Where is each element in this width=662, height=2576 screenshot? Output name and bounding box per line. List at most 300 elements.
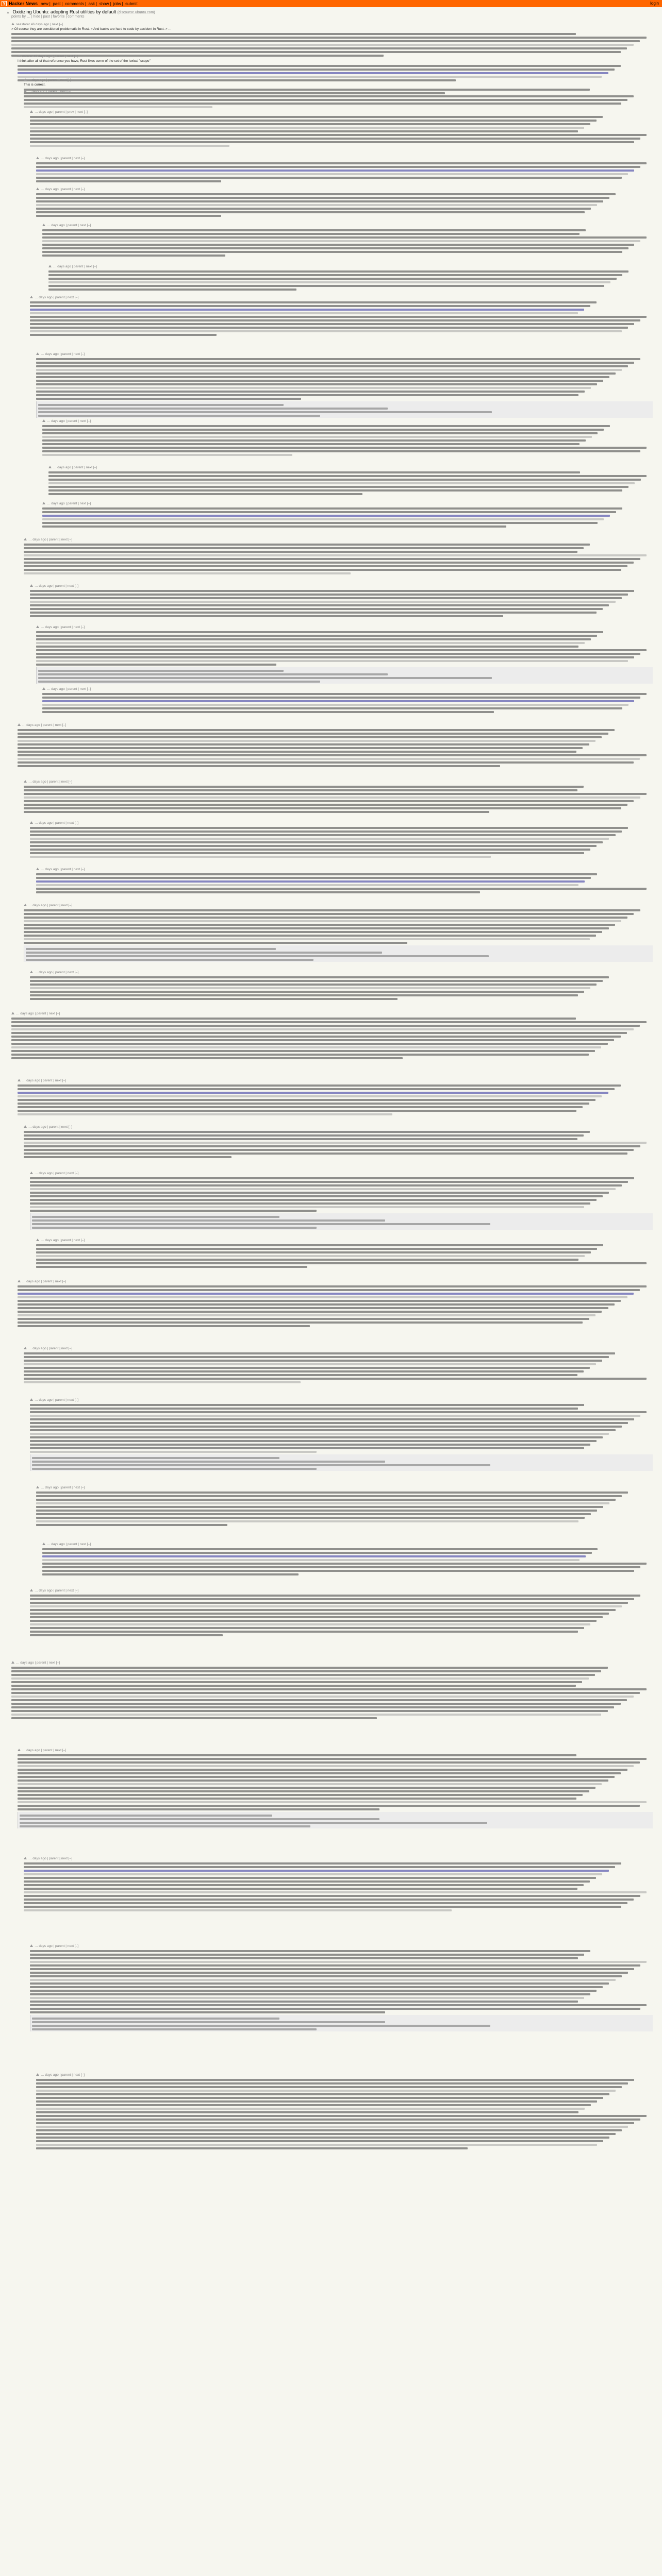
text-line [24, 1870, 609, 1872]
text-line [42, 432, 598, 434]
text-line [36, 2122, 634, 2124]
text-line [36, 1251, 591, 1253]
upvote-icon[interactable] [24, 904, 27, 906]
comment-meta[interactable] [36, 157, 653, 161]
comment [30, 110, 653, 147]
comment [24, 1125, 653, 1158]
upvote-icon[interactable] [36, 2073, 39, 2076]
login-link[interactable]: login [650, 1, 659, 6]
text-line [42, 707, 622, 709]
text-line [30, 2001, 578, 2003]
comment-body [11, 1667, 653, 1719]
comment-meta[interactable] [18, 1079, 653, 1083]
text-line [11, 1021, 647, 1023]
comment-meta[interactable] [24, 1347, 653, 1351]
comment-meta[interactable] [36, 1239, 653, 1243]
upvote-icon[interactable] [42, 419, 45, 422]
text-line [42, 1563, 647, 1565]
upvote-icon[interactable] [30, 1398, 33, 1401]
text-line [18, 1761, 640, 1764]
text-line [36, 2108, 585, 2110]
text-line [30, 1444, 590, 1446]
text-line [36, 2129, 622, 2131]
y-logo-icon[interactable]: Y [2, 1, 7, 6]
comment-body [30, 116, 653, 147]
upvote-icon[interactable] [30, 1172, 33, 1174]
upvote-icon[interactable] [18, 1749, 21, 1751]
text-line [30, 852, 584, 854]
text-line [30, 138, 640, 140]
comment-body [48, 471, 653, 495]
text-line [42, 522, 598, 524]
comment-text: > Of course they are considered problematic in Rust. > And backs are hard to code by accident in Rust. > … [11, 27, 172, 31]
text-line [36, 2097, 603, 2099]
code-line [32, 1216, 279, 1218]
text-line [42, 429, 604, 431]
text-line [30, 1195, 603, 1197]
comment-meta[interactable] [30, 1944, 653, 1948]
comment-body [36, 2079, 653, 2149]
text-line [30, 1199, 597, 1201]
comment-author-line[interactable]: … days ago | parent | next [–] [35, 821, 79, 825]
text-line [42, 1573, 299, 1575]
text-line [30, 1433, 609, 1435]
comment-author-line[interactable]: … days ago | parent | next [–] [47, 419, 91, 423]
text-line [30, 1950, 590, 1952]
text-line [18, 1099, 595, 1101]
text-line [36, 173, 628, 175]
upvote-icon[interactable] [24, 1125, 27, 1128]
text-line [42, 251, 622, 253]
comment-meta[interactable] [36, 1486, 653, 1490]
comment-meta[interactable] [18, 55, 653, 59]
text-line [18, 1801, 647, 1803]
text-line [11, 1717, 377, 1719]
comment-author-line[interactable]: … days ago | parent | next [–] [41, 352, 85, 356]
comment-meta[interactable] [42, 224, 653, 228]
text-line [24, 99, 627, 101]
upvote-icon[interactable] [30, 821, 33, 824]
comment-meta[interactable] [48, 466, 653, 470]
comment-author-line[interactable]: … days ago | parent | next [–] [41, 2073, 85, 2077]
text-line [30, 827, 628, 829]
comment-author-line[interactable]: … days ago | parent | next [–] [16, 1012, 60, 1015]
text-line [24, 924, 615, 926]
text-line [42, 693, 647, 695]
comment [24, 90, 653, 108]
comment-author-line[interactable]: … days ago | parent | next [–] [22, 1749, 67, 1752]
text-line [36, 372, 616, 375]
comment [42, 224, 653, 257]
upvote-icon[interactable] [36, 1239, 39, 1241]
code-line [38, 670, 284, 672]
nav-ask[interactable]: ask [88, 2, 95, 6]
nav-jobs[interactable]: jobs [113, 2, 121, 6]
text-line [30, 1404, 584, 1406]
comment [24, 904, 653, 962]
text-line [48, 281, 610, 283]
comment-author-line[interactable]: … days ago | parent | next [–] [28, 1857, 73, 1860]
comment-meta[interactable] [30, 1589, 653, 1593]
text-line [11, 1036, 621, 1038]
upvote-icon[interactable] [30, 971, 33, 973]
text-line [36, 873, 597, 875]
text-line [24, 1895, 640, 1897]
comment-meta[interactable] [36, 352, 653, 357]
comment-author-line[interactable]: …days ago | parent | next [–] [28, 78, 72, 82]
upvote-icon[interactable] [24, 780, 27, 783]
comment-author-line[interactable]: … days ago | parent | next [–] [35, 584, 79, 588]
text-line [11, 1018, 576, 1020]
story-title-row [6, 9, 656, 14]
code-block [24, 945, 653, 962]
text-line [42, 1570, 634, 1572]
text-line [30, 1627, 584, 1629]
comment-meta[interactable] [24, 1857, 653, 1861]
nav-new[interactable]: new [41, 2, 48, 6]
comment-body [36, 193, 653, 217]
text-line [18, 754, 647, 756]
comment-meta[interactable] [24, 538, 653, 542]
text-line [18, 1798, 576, 1800]
text-line [11, 47, 627, 49]
text-line [30, 2008, 640, 2010]
comment-meta[interactable] [36, 2073, 653, 2077]
text-line [11, 1039, 614, 1041]
comment-meta[interactable] [18, 723, 653, 727]
nav-show[interactable]: show [99, 2, 109, 6]
text-line [11, 1692, 640, 1694]
comment-author-line[interactable]: … days ago | parent | next [–] [22, 1079, 67, 1082]
text-line [30, 301, 597, 303]
text-line [30, 1408, 578, 1410]
comment-meta[interactable] [36, 868, 653, 872]
code-block [30, 2015, 653, 2031]
comment-author-line[interactable]: … days ago | parent | next [–] [47, 502, 91, 505]
text-line [48, 289, 296, 291]
text-line [30, 1181, 628, 1183]
text-line [24, 917, 627, 919]
text-line [18, 1110, 576, 1112]
nav-comments[interactable]: comments [65, 2, 84, 6]
comment [36, 188, 653, 217]
comment-body [36, 631, 653, 684]
text-line [18, 1289, 640, 1291]
comment-body [30, 301, 653, 336]
code-line [38, 677, 492, 679]
text-line [36, 394, 578, 396]
text-line [36, 208, 591, 210]
code-line [20, 1822, 487, 1824]
comment [36, 157, 653, 182]
text-line [30, 1429, 616, 1431]
comment-body [24, 544, 653, 574]
text-line [18, 1776, 615, 1778]
comment-meta[interactable] [30, 1398, 653, 1402]
text-line [24, 572, 351, 574]
text-line [36, 1506, 603, 1508]
text-line [48, 270, 628, 273]
comment-author-line[interactable]: … days ago | parent | next [–] [16, 1661, 60, 1665]
comment-body [30, 1177, 653, 1230]
text-line [30, 141, 634, 143]
text-line [36, 358, 640, 360]
comment-meta[interactable] [18, 1749, 653, 1753]
text-line [30, 327, 628, 329]
text-line [18, 1314, 595, 1316]
text-line [11, 1688, 647, 1690]
upvote-icon[interactable] [18, 723, 21, 726]
upvote-icon[interactable] [18, 55, 21, 57]
comment-author-line[interactable]: … days ago | parent | next [–] [22, 723, 67, 727]
comment-author-line[interactable]: … days ago | parent | next [–] [35, 1172, 79, 1175]
comment-author-line[interactable]: … days ago | parent | next [–] [41, 157, 85, 160]
story-title[interactable]: Oxidizing Ubuntu: adopting Rust utilities by default [12, 9, 117, 14]
upvote-icon[interactable] [30, 1944, 33, 1947]
comment-author-line[interactable]: … days ago | parent | next [–] [41, 625, 85, 629]
comment-author-line[interactable]: … days ago | parent | prev | next [–] [35, 110, 88, 114]
text-line [11, 51, 621, 53]
text-line [48, 278, 617, 280]
text-line [30, 984, 597, 986]
text-line [24, 1153, 627, 1155]
comment-meta[interactable] [30, 296, 653, 300]
comment-meta[interactable] [42, 1543, 653, 1547]
comment-body [30, 976, 653, 1000]
text-line [36, 2126, 628, 2128]
comment-author-line[interactable]: … days ago | parent | next [–] [28, 780, 73, 784]
text-line [30, 1968, 634, 1970]
comment-author-line[interactable]: … days ago | parent | next [–] [41, 188, 85, 191]
text-line [42, 526, 506, 528]
text-line [36, 2119, 640, 2121]
text-line [30, 305, 590, 307]
comment-meta[interactable] [24, 90, 653, 94]
text-line [30, 1997, 584, 1999]
text-line [48, 274, 622, 276]
nav-links: new | past | comments | ask | show | jobs | submit [41, 2, 138, 6]
upvote-icon[interactable] [36, 868, 39, 870]
upvote-icon[interactable] [48, 466, 52, 468]
text-line [30, 612, 597, 614]
text-line [24, 804, 627, 806]
comment-meta[interactable] [30, 821, 653, 825]
upvote-icon[interactable] [24, 538, 27, 540]
comment-author-line[interactable]: … days ago | parent | next [–] [41, 868, 85, 871]
comment-meta[interactable] [24, 78, 653, 82]
nav-past[interactable]: past [53, 2, 61, 6]
text-line [24, 1363, 596, 1365]
comment-body [36, 1492, 653, 1526]
upvote-icon[interactable] [48, 265, 52, 267]
comment-meta[interactable] [24, 904, 653, 908]
text-line [36, 2082, 628, 2084]
comment-author-line[interactable]: …days ago | parent | next [–] [28, 90, 72, 93]
comment-author-line[interactable]: … days ago | parent | next [–] [22, 1280, 67, 1283]
comment-author-line[interactable]: … days ago | parent | next [–] [35, 296, 79, 299]
comment-body [24, 909, 653, 962]
comment-author-line[interactable]: … days ago | parent | next [–] [41, 1239, 85, 1242]
upvote-icon[interactable] [42, 1543, 45, 1545]
upvote-icon[interactable] [36, 625, 39, 628]
code-line [26, 955, 489, 957]
text-line [18, 1754, 576, 1756]
comment-meta[interactable] [24, 1125, 653, 1129]
comment-body [30, 827, 653, 858]
upvote-icon[interactable] [24, 1347, 27, 1349]
comment-meta[interactable] [30, 110, 653, 114]
text-line [36, 1262, 647, 1264]
upvote-icon[interactable] [11, 23, 14, 25]
text-line [30, 976, 609, 978]
comment-author-line[interactable]: nstarer 46 days ago | parent | next [–] [22, 55, 78, 58]
comment-author-line[interactable]: … days ago | parent | next [–] [47, 224, 91, 227]
text-line [30, 998, 398, 1000]
comment-meta[interactable] [36, 188, 653, 192]
text-line [24, 1891, 647, 1893]
comment-meta[interactable] [36, 625, 653, 630]
comment-meta[interactable] [42, 502, 653, 506]
text-line [36, 177, 622, 179]
comment-meta[interactable] [11, 23, 653, 27]
comment-body [36, 873, 653, 893]
text-line [24, 1888, 577, 1890]
upvote-icon[interactable] [42, 224, 45, 226]
text-line [24, 938, 590, 940]
upvote-icon[interactable] [36, 352, 39, 355]
text-line [11, 1050, 595, 1052]
comment-author-line[interactable]: … days ago | parent | next [–] [35, 1589, 79, 1592]
comment-author-line[interactable]: … days ago | parent | next [–] [35, 1398, 79, 1402]
top-nav-bar [0, 0, 662, 7]
upvote-icon[interactable] [11, 1012, 14, 1014]
text-line [30, 1623, 590, 1625]
text-line [42, 247, 628, 249]
site-name[interactable]: Hacker News [9, 1, 38, 6]
code-line [32, 2021, 385, 2023]
comment-author-line[interactable]: … days ago | parent | next [–] [28, 1125, 73, 1129]
comment [11, 1661, 653, 1719]
story-domain[interactable]: (discourse.ubuntu.com) [117, 11, 155, 14]
comment [42, 1543, 653, 1575]
text-line [36, 2090, 616, 2092]
comment-author-line[interactable]: … days ago | parent | next [–] [35, 971, 79, 974]
comment-meta[interactable] [42, 419, 653, 423]
upvote-icon[interactable] [42, 687, 45, 690]
comment-body [42, 1548, 653, 1575]
text-line [24, 920, 621, 922]
comment-author-line[interactable]: … days ago | parent | next [–] [28, 538, 73, 541]
comment-meta[interactable] [18, 1280, 653, 1284]
upvote-icon[interactable] [30, 296, 33, 298]
upvote-icon[interactable] [36, 1486, 39, 1488]
upvote-icon[interactable] [36, 157, 39, 159]
text-line [11, 1025, 640, 1027]
comment-author-line[interactable]: … days ago | parent | next [–] [28, 1347, 73, 1350]
text-line [18, 1106, 583, 1108]
upvote-icon[interactable] [30, 110, 33, 113]
text-line [30, 590, 634, 592]
comment-author-line[interactable]: … days ago | parent | next [–] [53, 265, 97, 268]
comment-author-line[interactable]: … days ago | parent | next [–] [47, 687, 91, 691]
upvote-icon[interactable] [24, 78, 27, 81]
comment-body [36, 1244, 653, 1268]
upvote-icon[interactable] [11, 1661, 14, 1664]
comment-meta[interactable] [48, 265, 653, 269]
text-line [24, 1884, 584, 1886]
upvote-icon[interactable] [30, 1589, 33, 1591]
text-line [36, 391, 585, 393]
text-line [42, 255, 225, 257]
text-line [11, 1667, 608, 1669]
text-line [24, 1142, 647, 1144]
text-line [18, 733, 608, 735]
text-line [42, 454, 292, 456]
comment-meta[interactable] [42, 687, 653, 691]
nav-submit[interactable]: submit [125, 2, 138, 6]
text-line [24, 786, 584, 788]
comment-meta[interactable] [30, 1172, 653, 1176]
text-line [11, 1677, 589, 1680]
code-line [38, 404, 284, 406]
comment-author-line[interactable]: … days ago | parent | next [–] [35, 1944, 79, 1948]
upvote-icon[interactable] [24, 90, 27, 92]
upvote-icon[interactable] [30, 584, 33, 587]
text-line [36, 162, 647, 164]
comment-meta[interactable] [11, 1012, 653, 1016]
comment [24, 1347, 653, 1383]
comment-body [11, 1018, 653, 1059]
comment-meta[interactable] [30, 584, 653, 588]
comment-author-line[interactable]: seastarer 46 days ago | next [–] [16, 23, 63, 26]
comment-author-line[interactable]: … days ago | parent | next [–] [53, 466, 97, 469]
comment [42, 502, 653, 528]
comment-meta[interactable] [30, 971, 653, 975]
text-line [30, 831, 622, 833]
comment-meta[interactable] [11, 1661, 653, 1665]
comment [48, 265, 653, 291]
text-line [48, 482, 635, 484]
comment-author-line[interactable]: … days ago | parent | next [–] [28, 904, 73, 907]
upvote-icon[interactable]: ▲ [6, 11, 10, 14]
upvote-icon[interactable] [42, 502, 45, 504]
comment-author-line[interactable]: … days ago | parent | next [–] [47, 1543, 91, 1546]
text-line [30, 1954, 584, 1956]
text-line [30, 1620, 597, 1622]
upvote-icon[interactable] [18, 1280, 21, 1282]
comment-meta[interactable] [24, 780, 653, 784]
text-line [30, 145, 229, 147]
text-line [18, 1307, 608, 1309]
upvote-icon[interactable] [36, 188, 39, 190]
upvote-icon[interactable] [24, 1857, 27, 1859]
comment-author-line[interactable]: … days ago | parent | next [–] [41, 1486, 85, 1489]
text-line [30, 604, 609, 606]
comment [18, 1280, 653, 1327]
text-line [30, 856, 491, 858]
text-line [30, 1982, 609, 1985]
text-line [36, 2137, 609, 2139]
text-line [36, 380, 603, 382]
text-line [24, 811, 489, 813]
text-line [30, 994, 578, 996]
text-line [18, 1325, 310, 1327]
text-line [36, 880, 585, 883]
text-line [30, 1990, 597, 1992]
upvote-icon[interactable] [18, 1079, 21, 1081]
text-line [36, 170, 634, 172]
text-line [30, 127, 584, 129]
